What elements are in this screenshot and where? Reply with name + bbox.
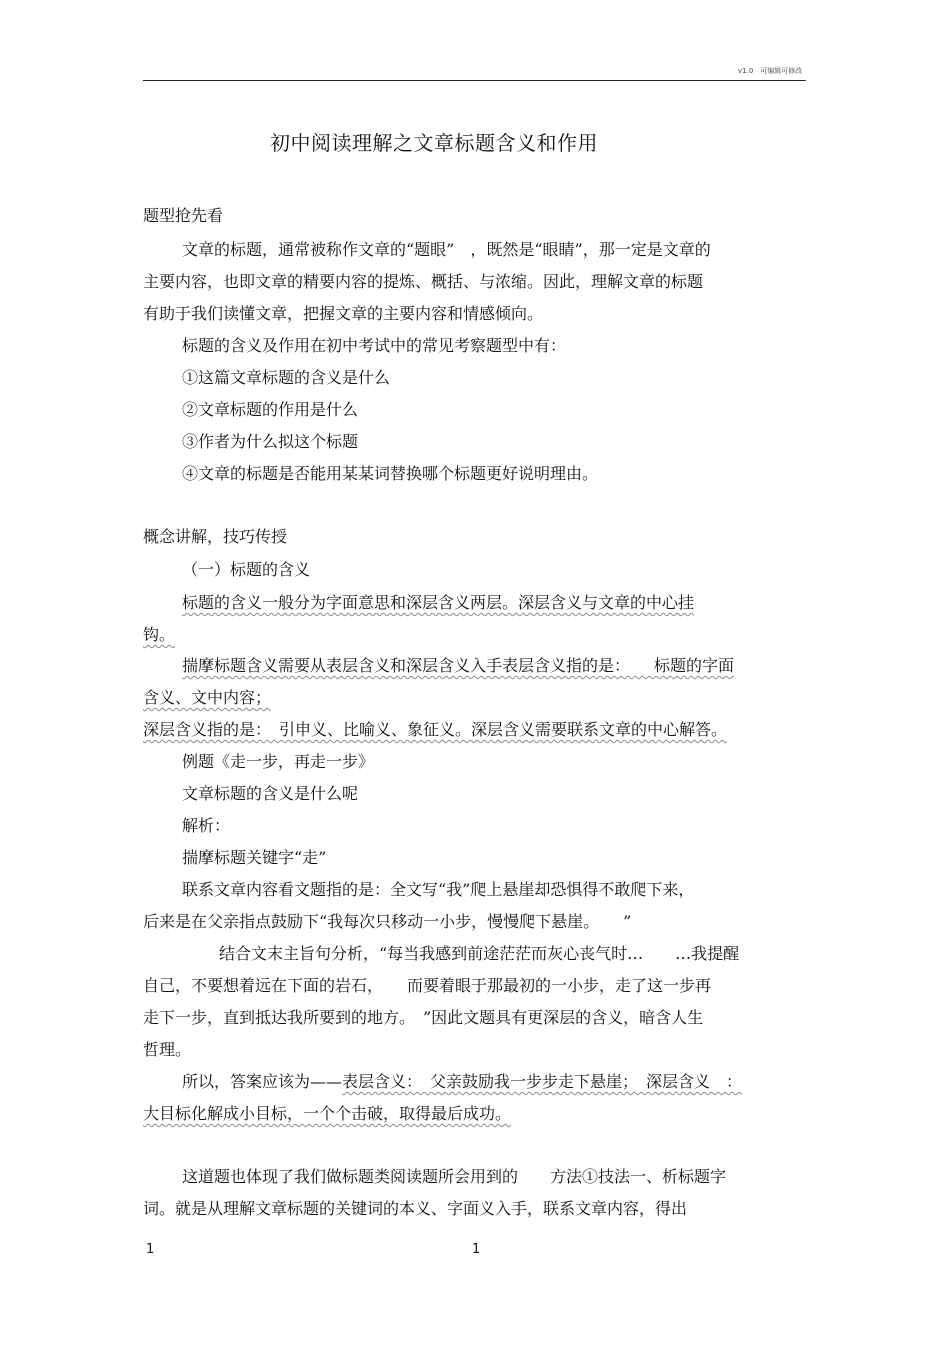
question-type-item: ④文章的标题是否能用某某词替换哪个标题更好说明理由。 [182,464,599,483]
document-title: 初中阅读理解之文章标题含义和作用 [270,131,598,155]
subsection-heading: （一）标题的含义 [182,560,311,579]
paragraph-line: 文章的标题，通常被称作文章的“题眼” ，既然是“眼睛”，那一定是文章的 [182,240,711,259]
question-type-item: ②文章标题的作用是什么 [182,400,359,419]
paragraph-line: 联系文章内容看文题指的是：全文写“我”爬上悬崖却恐惧得不敢爬下来， [182,880,695,899]
section-heading-preview: 题型抢先看 [143,206,224,225]
header-version-note: v1.0 可编辑可修改 [738,67,803,75]
paragraph-line: 标题的含义及作用在初中考试中的常见考察题型中有： [182,336,567,355]
paragraph-line: 有助于我们读懂文章，把握文章的主要内容和情感倾向。 [143,304,544,323]
header-rule [143,80,806,81]
paragraph-line: 词。就是从理解文章标题的关键词的本义、字面义入手，联系文章内容，得出 [143,1199,688,1218]
underlined-line: 揣摩标题含义需要从表层含义和深层含义入手表层含义指的是： 标题的字面 [182,656,735,675]
answer-line [182,1072,742,1092]
paragraph-line: 结合文末主旨句分析，“每当我感到前途茫茫而灰心丧气时… …我提醒 [219,944,740,963]
question-type-item: ①这篇文章标题的含义是什么 [182,368,391,387]
answer-prefix: 所以，答案应该为—— [182,1072,343,1091]
paragraph-line: 哲理。 [143,1040,192,1059]
page-number-left: 1 [146,1242,155,1257]
paragraph-line: 主要内容，也即文章的精要内容的提炼、概括、与浓缩。因此，理解文章的标题 [143,272,704,291]
paragraph-line: 这道题也体现了我们做标题类阅读题所会用到的 方法①技法一、析标题字 [182,1167,727,1186]
underlined-line: 标题的含义一般分为字面意思和深层含义两层。深层含义与文章的中心挂 [182,593,695,612]
underlined-line: 含义、文中内容； [143,688,272,707]
page-number-center: 1 [472,1242,481,1257]
underlined-line: 深层含义指的是： 引申义、比喻义、象征义。深层含义需要联系文章的中心解答。 [143,720,728,739]
paragraph-line: 揣摩标题关键字“走” [182,848,327,867]
section-heading-concepts: 概念讲解，技巧传授 [143,527,288,546]
underlined-line: 钩。 [143,625,176,644]
example-title: 例题《走一步，再走一步》 [182,752,375,771]
paragraph-line: 自己，不要想着远在下面的岩石， 而要着眼于那最初的一小步，走了这一步再 [143,976,712,995]
paragraph-line: 解析： [182,816,231,835]
paragraph-line: 后来是在父亲指点鼓励下“我每次只移动一小步，慢慢爬下悬崖。 ” [143,912,632,931]
paragraph-line: 走下一步，直到抵达我所要到的地方。 ”因此文题具有更深层的含义，暗含人生 [143,1008,704,1027]
underlined-line: 大目标化解成小目标，一个个击破，取得最后成功。 [143,1104,512,1123]
paragraph-line: 文章标题的含义是什么呢 [182,784,359,803]
answer-underlined: 表层含义： 父亲鼓励我一步步走下悬崖； 深层含义 ： [342,1072,743,1091]
question-type-item: ③作者为什么拟这个标题 [182,432,359,451]
